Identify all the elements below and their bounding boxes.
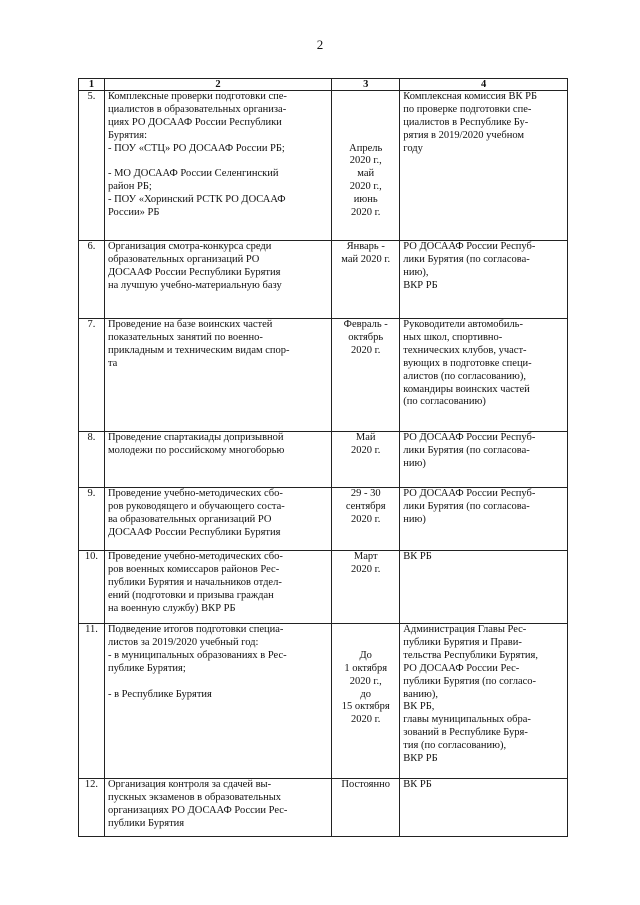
deadline-line: 2020 г. — [351, 714, 381, 726]
event-line: - в муниципальных образованиях в Рес- — [107, 649, 287, 661]
spacer — [335, 91, 396, 104]
responsible-cell — [400, 91, 568, 241]
event-line: России» РБ — [107, 207, 160, 219]
event-line: Организация контроля за сдачей вы- — [107, 779, 272, 790]
event-line: публики Бурятия и начальников отдел- — [107, 576, 282, 588]
event-line: пускных экзаменов в образовательных — [107, 791, 281, 803]
event-line: Бурятия: — [107, 129, 148, 141]
event-cell — [104, 319, 331, 432]
event-line: ва образовательных организаций РО — [107, 513, 272, 525]
responsible-line: зований в Республике Буря- — [403, 727, 528, 739]
header-col-3: 3 — [332, 79, 400, 91]
responsible-line: нию) — [403, 457, 426, 469]
responsible-line: ных школ, спортивно- — [403, 331, 503, 343]
responsible-line: публики Бурятия и Прави- — [403, 636, 522, 648]
responsible-line: командиры воинских частей — [403, 383, 530, 395]
responsible-line: по проверке подготовки спе- — [403, 103, 532, 115]
deadline-line: Февраль - — [343, 319, 388, 330]
event-cell — [104, 488, 331, 551]
page-number: 2 — [316, 37, 324, 52]
deadline-line: 2020 г. — [351, 444, 381, 456]
event-line: та — [107, 357, 118, 369]
responsible-line: РО ДОСААФ России Респуб- — [403, 241, 536, 252]
deadline-line: Март — [353, 551, 378, 562]
event-line: листов за 2019/2020 учебный год: — [107, 636, 259, 648]
deadline-line: май 2020 г. — [341, 253, 391, 265]
event-line: показательных занятий по военно- — [107, 331, 263, 343]
event-line — [108, 676, 328, 689]
responsible-line: рятия в 2019/2020 учебном — [403, 129, 525, 141]
table-header-row — [79, 79, 568, 91]
header-col-4: 4 — [400, 79, 568, 91]
row-number: 11. — [79, 624, 105, 779]
table-row — [79, 91, 568, 241]
event-line: ДОСААФ России Республики Бурятия — [107, 266, 281, 278]
responsible-line: ванию), — [403, 688, 438, 700]
header-col-1: 1 — [79, 79, 105, 91]
responsible-line: РО ДОСААФ России Рес- — [403, 662, 520, 674]
header-col-2: 2 — [104, 79, 331, 91]
responsible-line: главы муниципальных обра- — [403, 714, 531, 726]
responsible-line: лики Бурятия (по согласова- — [403, 500, 530, 512]
event-line: организациях РО ДОСААФ России Рес- — [107, 804, 288, 816]
table-row — [79, 488, 568, 551]
responsible-line: Администрация Главы Рес- — [403, 624, 527, 635]
event-line: на военную службу) ВКР РБ — [107, 602, 236, 614]
responsible-line: лики Бурятия (по согласова- — [403, 253, 530, 265]
table-row — [79, 319, 568, 432]
responsible-line: тия (по согласованию), — [403, 740, 507, 752]
row-number: 10. — [79, 551, 105, 624]
table-row — [79, 624, 568, 779]
deadline-line: 2020 г. — [351, 344, 381, 356]
event-line: - в Республике Бурятия — [107, 688, 212, 700]
deadline-line: 29 - 30 — [350, 488, 381, 499]
event-line: на лучшую учебно-материальную базу — [107, 279, 282, 291]
table-row — [79, 551, 568, 624]
table-row — [79, 779, 568, 837]
deadline-line: 2020 г. — [351, 563, 381, 575]
event-line: циалистов в образовательных организа- — [107, 103, 287, 115]
event-line: Проведение на базе воинских частей — [107, 319, 273, 330]
responsible-line: алистов (по согласованию), — [403, 370, 527, 382]
event-line — [108, 156, 328, 169]
deadline-cell — [332, 91, 400, 241]
deadline-cell — [332, 319, 400, 432]
table-row — [79, 432, 568, 488]
row-number: 12. — [79, 779, 105, 837]
deadline-line: Май — [355, 432, 376, 443]
event-line: Подведение итогов подготовки специа- — [107, 624, 284, 635]
responsible-line: Руководители автомобиль- — [403, 319, 523, 330]
responsible-line: нию) — [403, 513, 426, 525]
responsible-cell — [400, 319, 568, 432]
responsible-line: РО ДОСААФ России Респуб- — [403, 432, 536, 443]
event-line: ений (подготовки и призыва граждан — [107, 589, 274, 601]
deadline-cell — [332, 432, 400, 488]
event-line: публике Бурятия; — [107, 662, 186, 674]
responsible-line: ВКР РБ — [403, 753, 438, 765]
event-line: прикладным и техническим видам спор- — [107, 344, 290, 356]
responsible-cell — [400, 551, 568, 624]
spacer — [335, 130, 396, 143]
spacer — [335, 624, 396, 637]
event-cell — [104, 551, 331, 624]
deadline-line: сентября — [345, 500, 386, 512]
spacer — [335, 117, 396, 130]
deadline-line: 2020 г., — [349, 675, 382, 687]
responsible-line: технических клубов, участ- — [403, 344, 527, 356]
deadline-line: 2020 г. — [351, 513, 381, 525]
event-line: Комплексные проверки подготовки спе- — [107, 91, 287, 102]
event-cell — [104, 241, 331, 319]
event-cell — [104, 779, 331, 837]
event-line: - ПОУ «СТЦ» РО ДОСААФ России РБ; — [107, 142, 285, 154]
deadline-line: до — [360, 688, 372, 700]
responsible-line: Комплексная комиссия ВК РБ — [403, 91, 538, 102]
row-number: 5. — [79, 91, 105, 241]
event-line: молодежи по российскому многоборью — [107, 444, 285, 456]
event-cell — [104, 624, 331, 779]
deadline-line: июнь — [353, 194, 378, 206]
responsible-cell — [400, 432, 568, 488]
deadline-cell — [332, 779, 400, 837]
deadline-cell — [332, 551, 400, 624]
deadline-line: октябрь — [348, 331, 384, 343]
responsible-cell — [400, 624, 568, 779]
deadline-cell — [332, 488, 400, 551]
deadline-line: 2020 г. — [351, 207, 381, 219]
row-number: 8. — [79, 432, 105, 488]
event-line: - МО ДОСААФ России Селенгинский — [107, 168, 279, 180]
event-line: публики Бурятия — [107, 817, 185, 829]
deadline-line: май — [357, 168, 375, 180]
event-line: Организация смотра-конкурса среди — [107, 241, 272, 252]
row-number: 6. — [79, 241, 105, 319]
responsible-line: ВК РБ — [403, 551, 432, 562]
event-line: образовательных организаций РО — [107, 253, 260, 265]
responsible-cell — [400, 779, 568, 837]
responsible-line: публики Бурятия (по согласо- — [403, 675, 537, 687]
event-line: ров военных комиссаров районов Рес- — [107, 563, 280, 575]
responsible-line: ВК РБ — [403, 779, 432, 790]
spacer — [335, 637, 396, 650]
responsible-line: РО ДОСААФ России Респуб- — [403, 488, 536, 499]
event-cell — [104, 91, 331, 241]
deadline-line: 2020 г., — [349, 155, 382, 167]
event-line: ДОСААФ России Республики Бурятия — [107, 526, 281, 538]
event-line: циях РО ДОСААФ России Республики — [107, 116, 282, 128]
deadline-line: До — [359, 649, 372, 661]
deadline-line: 15 октября — [341, 701, 390, 713]
responsible-line: (по согласованию) — [403, 396, 486, 408]
responsible-cell — [400, 488, 568, 551]
event-line: район РБ; — [107, 181, 152, 193]
deadline-line: Январь - — [346, 241, 385, 252]
deadline-line: Апрель — [349, 142, 383, 154]
responsible-line: лики Бурятия (по согласова- — [403, 444, 530, 456]
responsible-line: вующих в подготовке специ- — [403, 357, 532, 369]
responsible-line: циалистов в Республике Бу- — [403, 116, 529, 128]
deadline-line: 1 октября — [344, 662, 388, 674]
responsible-line: ВК РБ, — [403, 701, 435, 713]
event-line: Проведение спартакиады допризывной — [107, 432, 284, 443]
event-line: Проведение учебно-методических сбо- — [107, 488, 283, 499]
row-number: 7. — [79, 319, 105, 432]
event-cell — [104, 432, 331, 488]
spacer — [335, 104, 396, 117]
responsible-line: году — [403, 142, 423, 154]
table-row — [79, 241, 568, 319]
deadline-line: 2020 г., — [349, 181, 382, 193]
deadline-cell — [332, 624, 400, 779]
responsible-line: нию), — [403, 266, 429, 278]
event-line: - ПОУ «Хоринский РСТК РО ДОСААФ — [107, 194, 286, 206]
responsible-line: тельства Республики Бурятия, — [403, 649, 538, 661]
row-number: 9. — [79, 488, 105, 551]
plan-table — [78, 78, 568, 837]
event-line: Проведение учебно-методических сбо- — [107, 551, 283, 562]
deadline-cell — [332, 241, 400, 319]
event-line: ров руководящего и обучающего соста- — [107, 500, 285, 512]
deadline-line: Постоянно — [341, 779, 390, 790]
responsible-line: ВКР РБ — [403, 279, 438, 291]
responsible-cell — [400, 241, 568, 319]
